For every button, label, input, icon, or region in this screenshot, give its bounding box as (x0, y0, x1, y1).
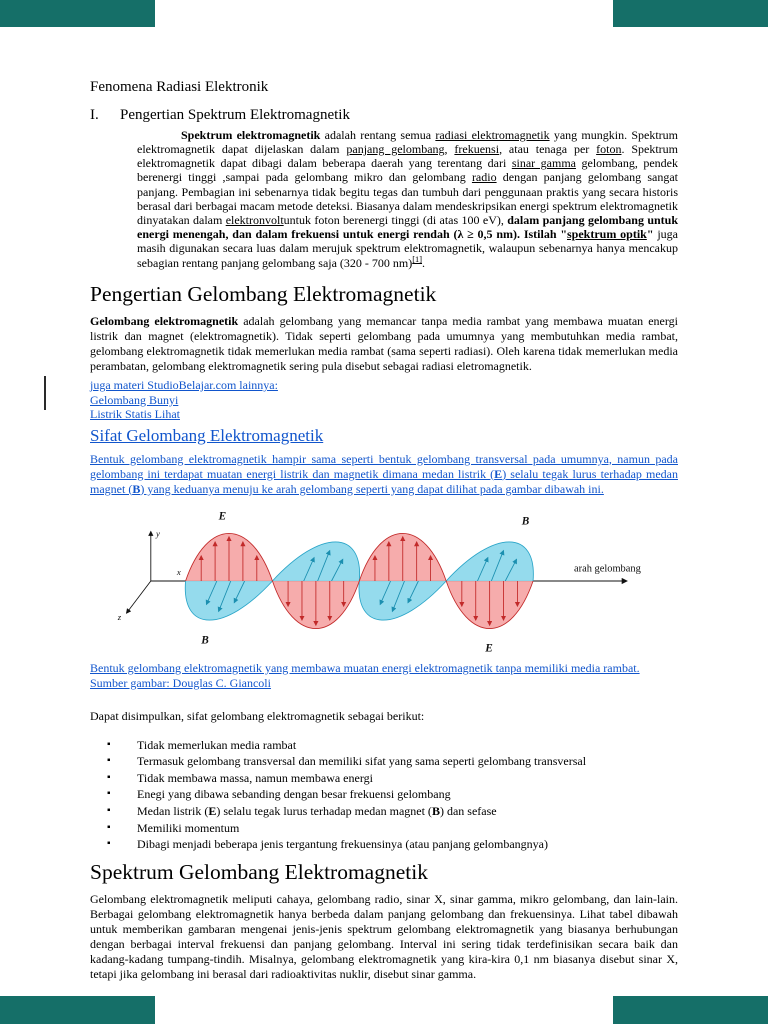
em-wave-figure (90, 507, 678, 655)
figure-caption-link[interactable]: Bentuk gelombang elektromagnetik yang membawa muatan energi elektromagnetik tanpa memiliki media rambat. Sumber gambar: Douglas C. Giancoli (90, 660, 640, 690)
wave-direction-label: arah gelombang (574, 563, 641, 575)
axis-x-label: x (176, 566, 181, 577)
coordinate-axes (117, 528, 181, 621)
axis-y-label: y (156, 528, 160, 539)
paragraph-spektrum-gelombang: Gelombang elektromagnetik meliputi cahaya, gelombang radio, sinar X, sinar gamma, mikro gelombang, dan lain-lain. Berbagai gelombang elektromagnetik hanya berbeda dalam panjang gelombang dan frekuensinya. Lihat tabel dibawah untuk memberikan gambaran mengenai jenis-jenis spektrum gelombang elektromagnetik yang biasanya berhubungan dengan berbagai interval frekuensi dan panjang gelombang. Interval ini sering tidak terdefinisikan secara baik dan kadang-kadang tumpang-tindih. Misalnya, gelombang elektromagnetik yang kira-kira 0,1 nm biasanya disebut sinar X, tetapi jika gelombang ini berasal dari radioaktivitas nuklir, disebut sinar gamma. (90, 892, 678, 982)
em-wave-diagram (90, 507, 646, 655)
e-field-wave (186, 533, 534, 628)
list-item: ▪ Dibagi menjadi beberapa jenis tergantung frekuensinya (atau panjang gelombangnya) (107, 837, 678, 853)
section-heading-row (90, 106, 678, 124)
page-title: Fenomena Radiasi Elektronik (90, 79, 269, 95)
list-item: ▪ Memiliki momentum (107, 821, 678, 837)
section-numeral: I. (90, 107, 99, 123)
link-listrik-statis[interactable]: Listrik Statis Lihat (90, 407, 180, 422)
heading-spektrum-gelombang: Spektrum Gelombang Elektromagnetik (90, 859, 428, 884)
paragraph-spektrum-pengertian: Spektrum elektromagnetik adalah rentang semua radiasi elektromagnetik yang mungkin. Spektrum elektromagnetik dapat dijelaskan dalam panjang gelombang, frekuensi, atau tenaga per foton. Spektrum elektromagnetik dapat dibagi dalam beberapa daerah yang terentang dari sinar gamma gelombang, pendek berenergi tinggi ,sampai pada gelombang mikro dan gelombang radio dengan panjang gelombang sangat panjang. Pembagian ini sebenarnya tidak begitu tegas dan tumbuh dari penggunaan praktis yang secara historis berasal dari berbagai macam metode deteksi. Biasanya dalam mendeskripsikan energi spektrum elektromagnetik dinyatakan dalam elektronvoltuntuk foton berenergi tinggi (di atas 100 eV), dalam panjang gelombang untuk energi menengah, dan dalam frekuensi untuk energi rendah (λ ≥ 0,5 nm). Istilah "spektrum optik" juga masih digunakan secara luas dalam merujuk spektrum elektromagnetik, walaupun sebenarnya hanya mencakup sebagian rentang panjang gelombang saja (320 - 700 nm)[1]. (137, 128, 679, 271)
related-links (90, 378, 678, 422)
section-heading: Pengertian Spektrum Elektromagnetik (120, 107, 350, 123)
e-field-label-top: E (218, 509, 227, 522)
list-item: ▪ Enegi yang dibawa sebanding dengan besar frekuensi gelombang (107, 787, 678, 803)
list-item: ▪ Medan listrik (E) selalu tegak lurus terhadap medan magnet (B) dan sefase (107, 804, 678, 820)
paragraph-sifat: Bentuk gelombang elektromagnetik hampir sama seperti bentuk gelombang transversal pada umumnya, namun pada gelombang ini terdapat muatan energi listrik dan magnetik dimana medan listrik (E) selalu tegak lurus terhadap medan magnet (B) yang keduanya menuju ke arah gelombang seperti yang dapat dilihat pada gambar dibawah ini. (90, 451, 678, 496)
e-field-label-bottom: E (485, 641, 493, 654)
b-field-label-bottom: B (201, 634, 209, 647)
list-item: ▪ Tidak membawa massa, namun membawa energi (107, 771, 678, 787)
list-item: ▪ Termasuk gelombang transversal dan memiliki sifat yang sama seperti gelombang transversal (107, 754, 678, 770)
conclusion-intro: Dapat disimpulkan, sifat gelombang elektromagnetik sebagai berikut: (90, 708, 425, 723)
axis-z-label: z (117, 611, 122, 622)
paragraph-gelombang-elektromagnetik: Gelombang elektromagnetik adalah gelombang yang memancar tanpa media rambat yang membawa muatan energi listrik dan magnet (elektromagnetik). Tidak seperti gelombang pada umumnya yang membutuhkan media rambat, gelombang elektromagnetik tidak memerlukan media rambat (sama seperti radiasi). Oleh karena tidak memerlukan media perambatan, gelombang elektromagnetik sering pula disebut sebagai radiasi eletromagnetik. (90, 314, 678, 374)
heading-sifat-link[interactable]: Sifat Gelombang Elektromagnetik (90, 426, 324, 446)
heading-pengertian-gelombang: Pengertian Gelombang Elektromagnetik (90, 281, 437, 306)
link-studiobelajar[interactable]: juga materi StudioBelajar.com lainnya: (90, 378, 278, 393)
b-field-label-top: B (521, 515, 530, 528)
list-item: ▪ Tidak memerlukan media rambat (107, 738, 678, 754)
link-gelombang-bunyi[interactable]: Gelombang Bunyi (90, 392, 179, 407)
properties-list (90, 738, 678, 853)
